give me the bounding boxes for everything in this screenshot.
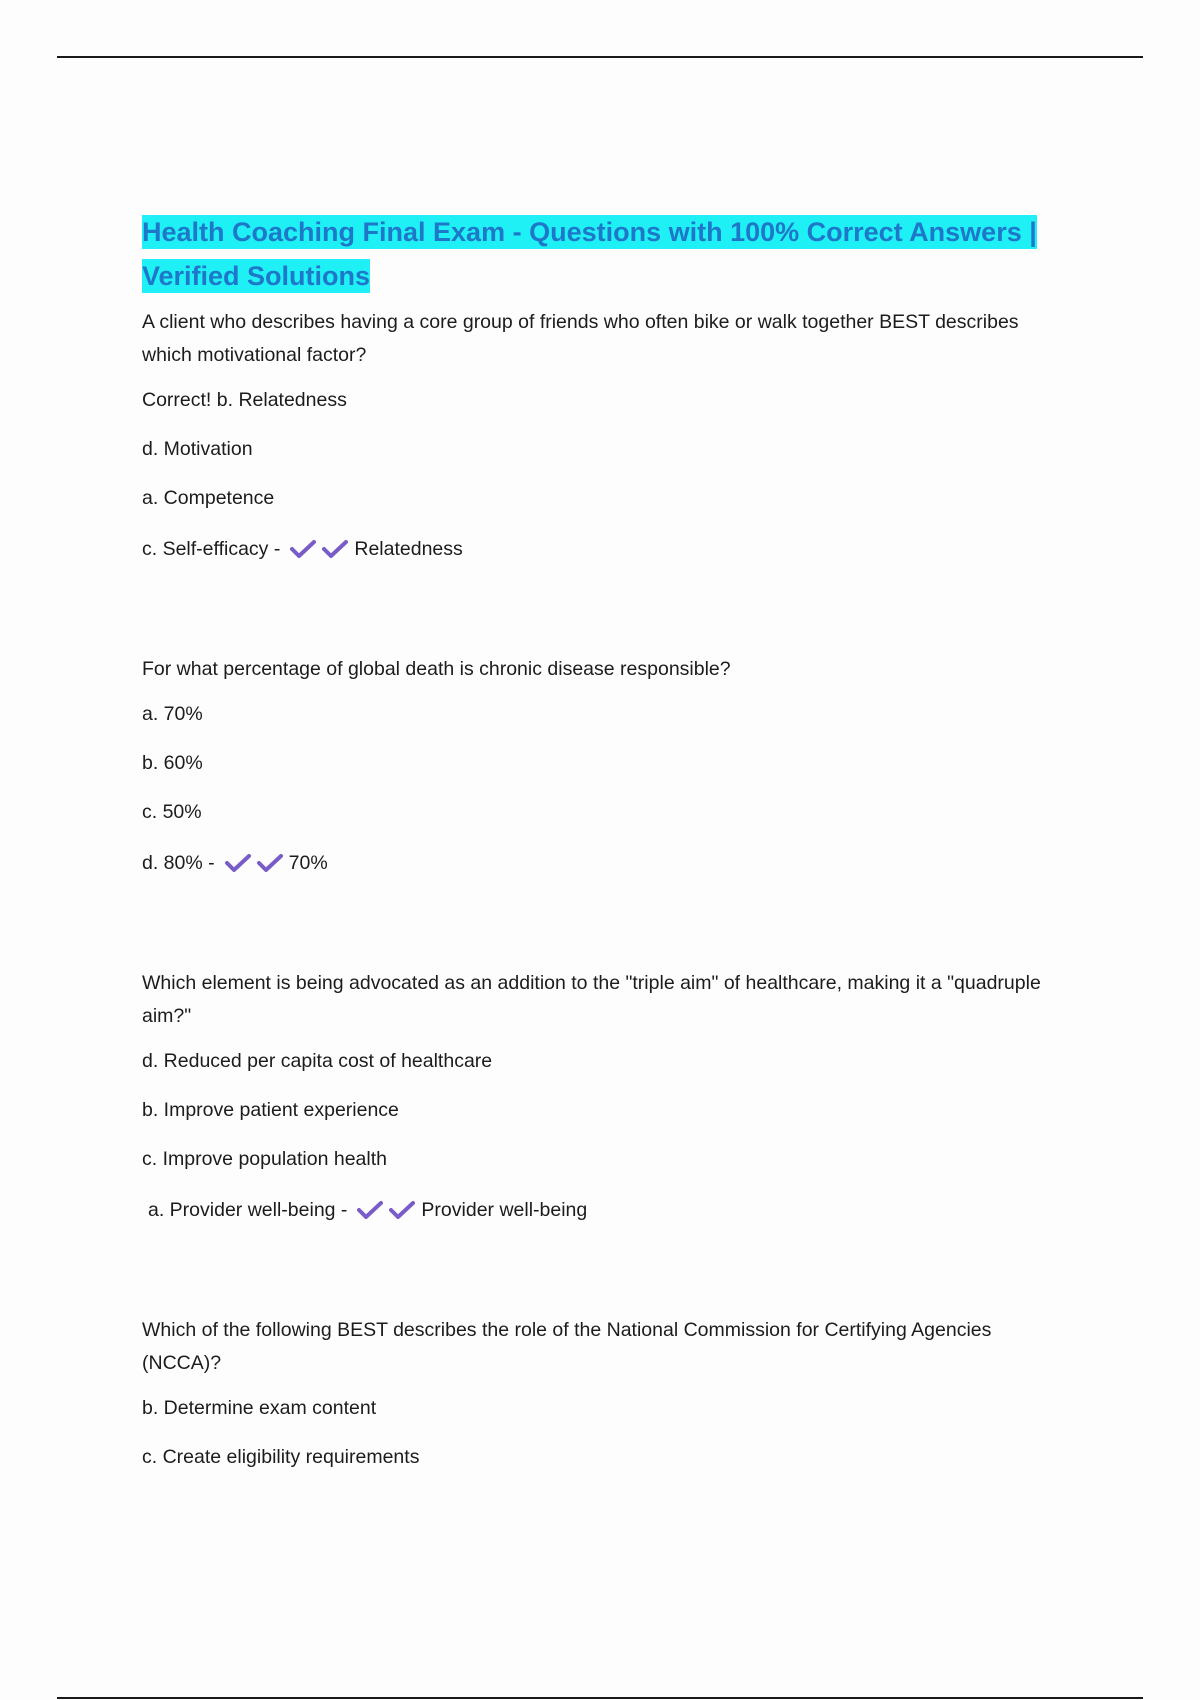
option: d. Reduced per capita cost of healthcare bbox=[142, 1050, 493, 1072]
option: d. Motivation bbox=[142, 438, 253, 460]
question-block-3 bbox=[142, 967, 1062, 1225]
question-text: A client who describes having a core group of friends who often bike or walk together BEST describes which motivational factor? bbox=[142, 311, 1019, 366]
question-block-1 bbox=[142, 306, 1062, 564]
question-text: Which element is being advocated as an addition to the "triple aim" of healthcare, making it a "quadruple aim?" bbox=[142, 972, 1041, 1027]
question-text: Which of the following BEST describes the role of the National Commission for Certifying Agencies (NCCA)? bbox=[142, 1319, 992, 1374]
correct-answer: Provider well-being bbox=[421, 1199, 588, 1221]
check-icon bbox=[290, 539, 316, 559]
answer-prefix: a. Provider well-being - bbox=[148, 1199, 348, 1221]
option: b. 60% bbox=[142, 752, 203, 774]
title-line-2: Verified Solutions bbox=[142, 261, 371, 291]
option: b. Determine exam content bbox=[142, 1397, 377, 1419]
question-text: For what percentage of global death is chronic disease responsible? bbox=[142, 658, 731, 680]
answer-prefix: c. Self-efficacy - bbox=[142, 538, 281, 560]
check-icon bbox=[225, 853, 251, 873]
question-block-4 bbox=[142, 1314, 1062, 1471]
document-title bbox=[142, 210, 1062, 298]
option: b. Improve patient experience bbox=[142, 1099, 399, 1121]
correct-answer: 70% bbox=[288, 852, 328, 874]
answer-line bbox=[142, 1195, 1062, 1225]
document-body bbox=[142, 210, 1062, 1493]
option: c. 50% bbox=[142, 801, 202, 823]
footer-rule bbox=[57, 1697, 1143, 1699]
option: a. Competence bbox=[142, 487, 275, 509]
header-rule bbox=[57, 56, 1143, 58]
answer-prefix: d. 80% - bbox=[142, 852, 215, 874]
option: c. Create eligibility requirements bbox=[142, 1446, 420, 1468]
option: a. 70% bbox=[142, 703, 203, 725]
check-icon bbox=[389, 1200, 415, 1220]
correct-answer: Relatedness bbox=[354, 538, 463, 560]
answer-line bbox=[142, 848, 1062, 878]
check-icon bbox=[257, 853, 283, 873]
option: Correct! b. Relatedness bbox=[142, 389, 347, 411]
check-icon bbox=[322, 539, 348, 559]
check-icon bbox=[357, 1200, 383, 1220]
title-line-1: Health Coaching Final Exam - Questions with 100% Correct Answers | bbox=[142, 217, 1037, 247]
option: c. Improve population health bbox=[142, 1148, 387, 1170]
question-block-2 bbox=[142, 653, 1062, 878]
answer-line bbox=[142, 534, 1062, 564]
